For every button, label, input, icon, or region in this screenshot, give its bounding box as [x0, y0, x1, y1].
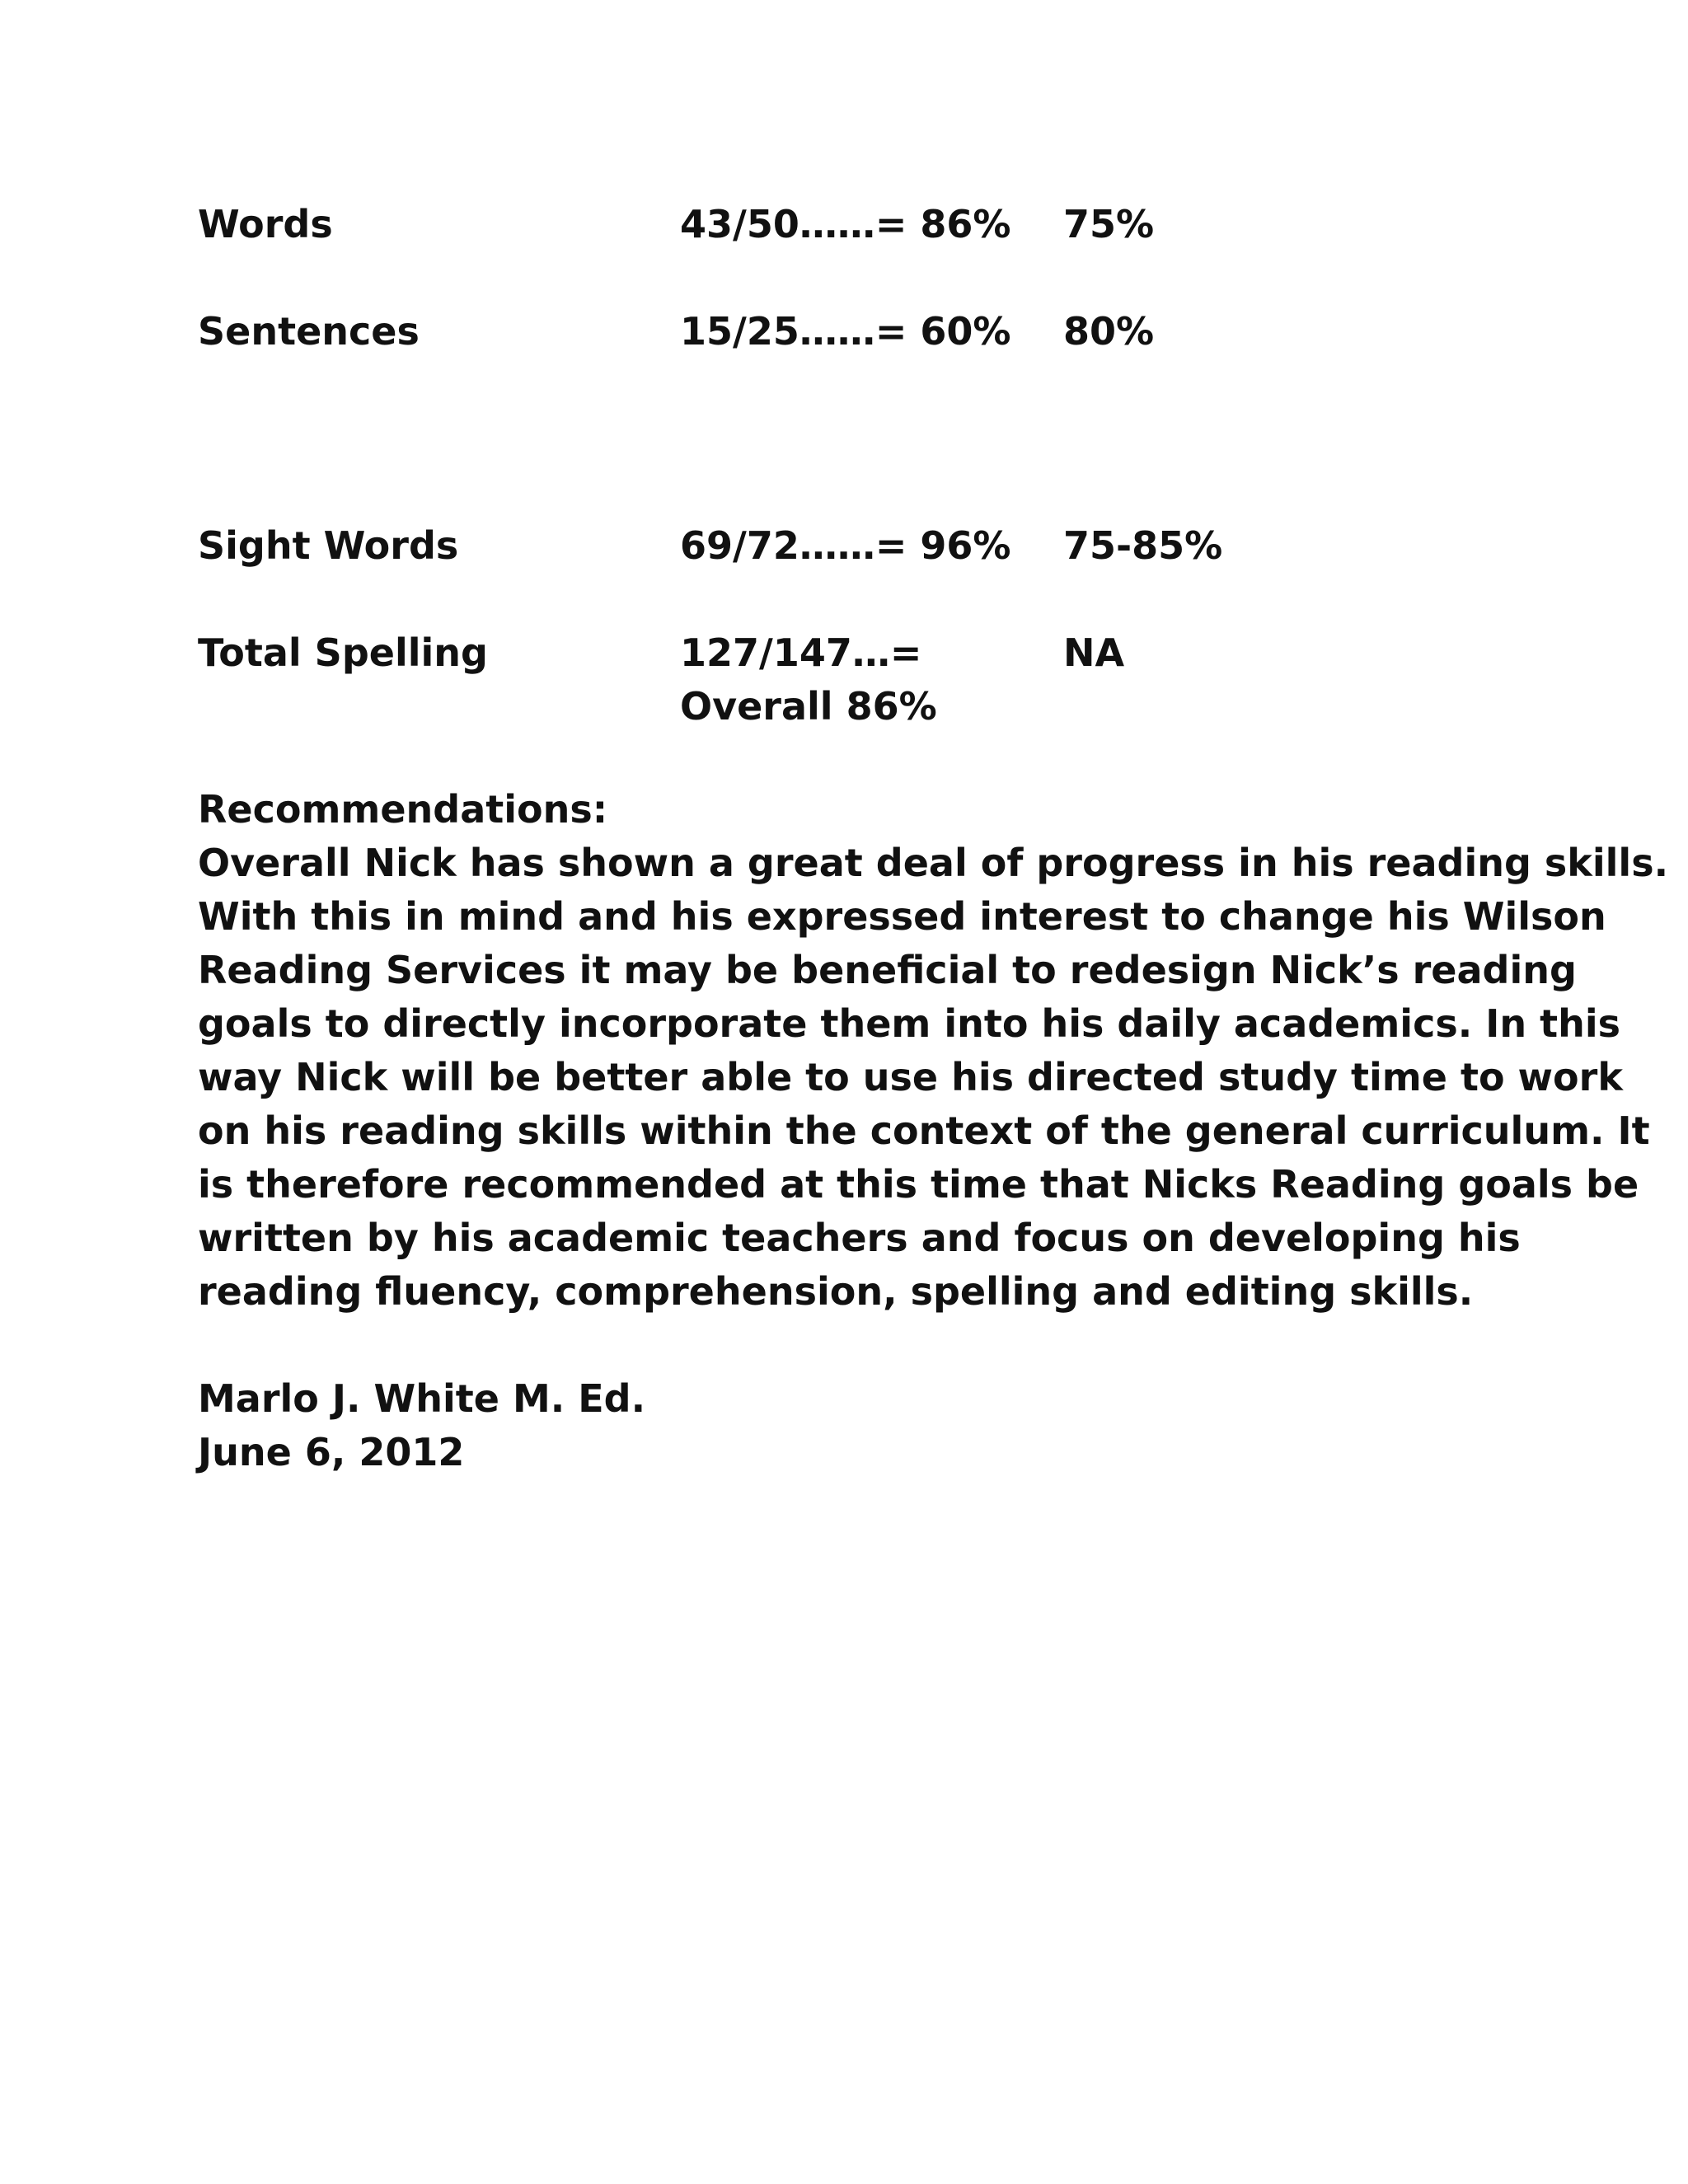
- paragraph-line: reading fluency, comprehension, spelling and editing skills.: [198, 1269, 1474, 1314]
- signature-block: [198, 1372, 645, 1479]
- result-score-line: 43/50……= 86%: [680, 202, 1011, 246]
- paragraph-line: written by his academic teachers and focus on developing his: [198, 1216, 1521, 1260]
- signature-date: June 6, 2012: [198, 1430, 465, 1474]
- result-score-line: 15/25……= 60%: [680, 309, 1011, 354]
- result-label: Total Spelling: [198, 630, 488, 675]
- result-score: [680, 198, 1011, 251]
- result-score: [680, 626, 937, 733]
- result-goal: 75-85%: [1063, 523, 1223, 568]
- result-score-line: Overall 86%: [680, 684, 937, 729]
- result-goal: 75%: [1063, 202, 1155, 246]
- result-score-line: 69/72……= 96%: [680, 523, 1011, 568]
- recommendations-heading: Recommendations:: [198, 787, 608, 832]
- results-row-total-spelling: [0, 626, 1688, 733]
- paragraph-line: way Nick will be better able to use his directed study time to work: [198, 1055, 1623, 1099]
- result-goal: NA: [1063, 630, 1125, 675]
- result-label: Sentences: [198, 309, 420, 354]
- result-score-line: 127/147…=: [680, 630, 922, 675]
- paragraph-line: on his reading skills within the context of the general curriculum. It: [198, 1108, 1650, 1153]
- paragraph-line: With this in mind and his expressed interest to change his Wilson: [198, 894, 1606, 939]
- paragraph-line: goals to directly incorporate them into his daily academics. In this: [198, 1001, 1620, 1046]
- result-label: Words: [198, 202, 333, 246]
- result-label: Sight Words: [198, 523, 459, 568]
- result-goal: 80%: [1063, 309, 1155, 354]
- signature-name: Marlo J. White M. Ed.: [198, 1376, 646, 1421]
- results-row-sentences: [0, 305, 1688, 412]
- paragraph-line: Reading Services it may be beneficial to redesign Nick’s reading: [198, 948, 1577, 992]
- results-row-sight-words: [0, 519, 1688, 626]
- paragraph-line: Overall Nick has shown a great deal of progress in his reading skills.: [198, 841, 1669, 885]
- paragraph-line: is therefore recommended at this time that Nicks Reading goals be: [198, 1162, 1639, 1207]
- result-score: [680, 519, 1011, 573]
- result-score: [680, 305, 1011, 359]
- recommendations-paragraph: [198, 837, 1669, 1319]
- results-row-words: [0, 198, 1688, 305]
